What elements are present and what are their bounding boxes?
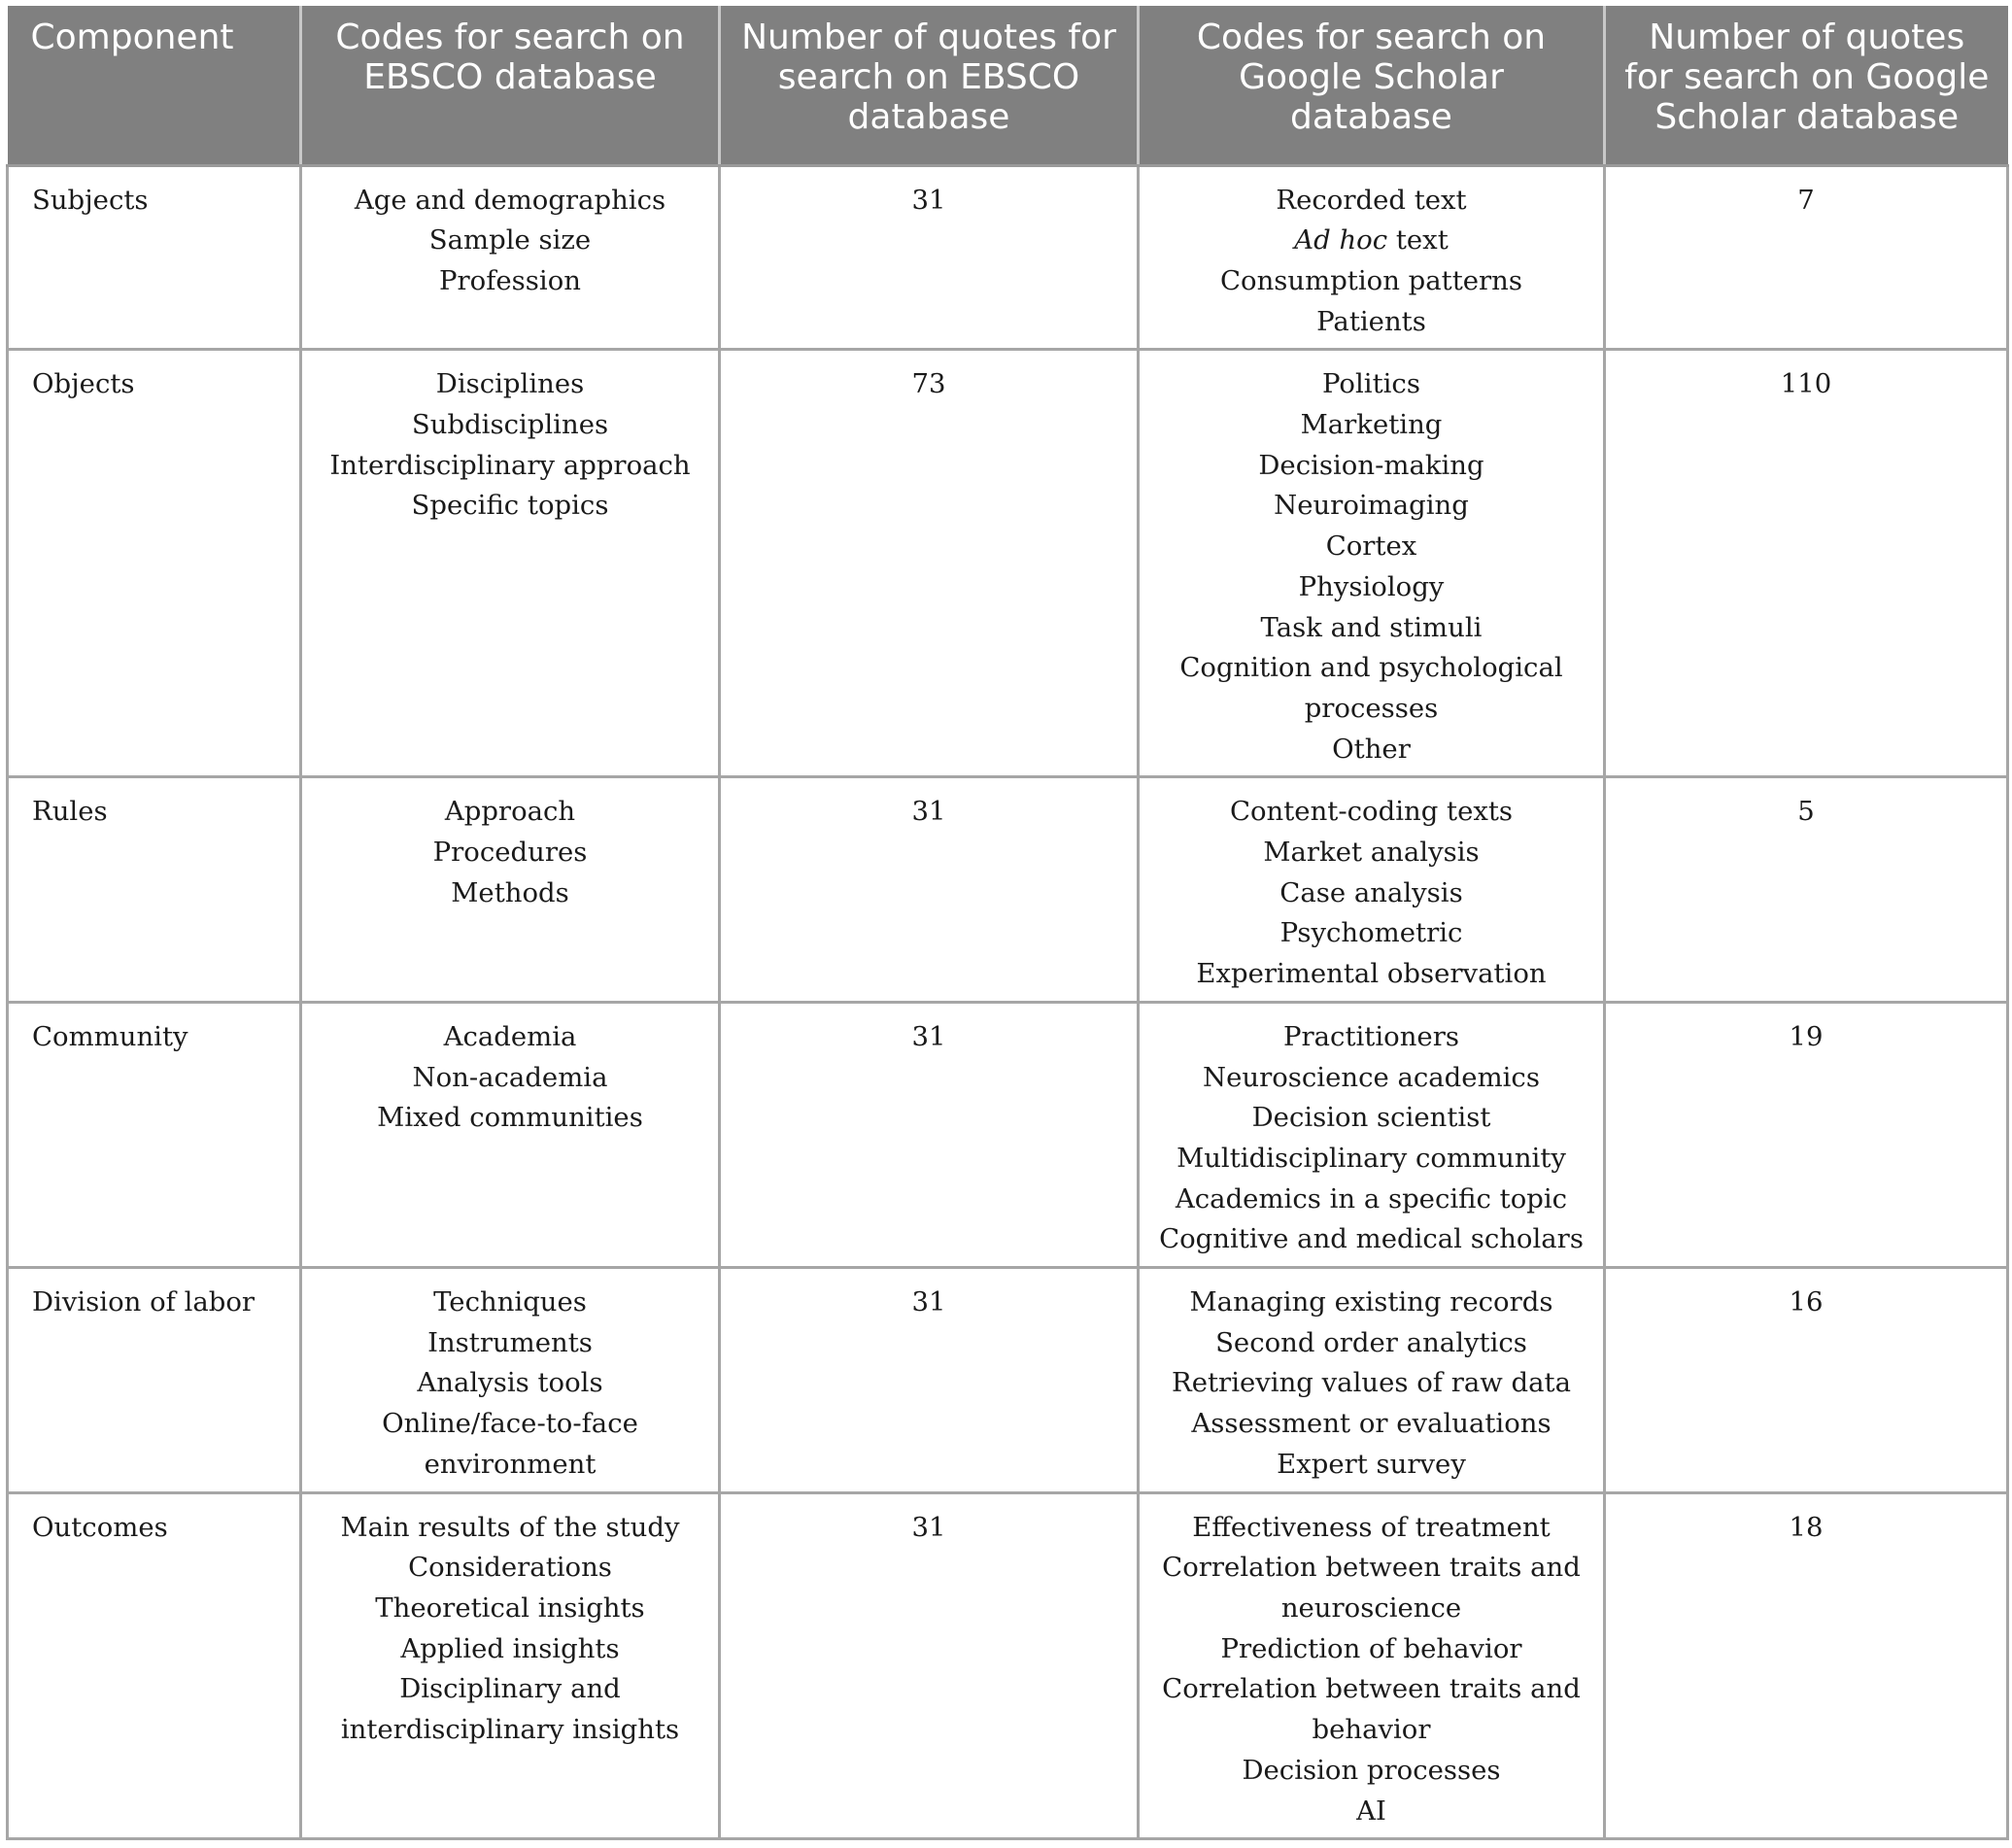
table-row <box>8 165 2008 350</box>
code-line: Politics <box>1322 368 1420 400</box>
component-cell: Objects <box>8 350 301 777</box>
code-line-part: text <box>1395 224 1449 257</box>
code-line: Cognition and psychological <box>1179 652 1563 684</box>
code-line: Psychometric <box>1279 917 1463 949</box>
code-line: Expert survey <box>1277 1448 1466 1480</box>
code-line: Interdisciplinary approach <box>329 449 691 481</box>
code-line: Procedures <box>432 837 588 869</box>
code-line: Experimental observation <box>1196 958 1547 990</box>
code-line: Assessment or evaluations <box>1191 1408 1552 1440</box>
gs-codes-cell <box>1139 777 1605 1003</box>
table-header <box>8 6 2008 165</box>
code-line: Patients <box>1316 305 1426 337</box>
gs-codes-cell <box>1139 350 1605 777</box>
table-body <box>8 165 2008 1839</box>
code-line: Prediction of behavior <box>1220 1632 1522 1664</box>
header-ebsco-quotes: Number of quotes for search on EBSCO database <box>720 6 1139 165</box>
gs-codes-cell <box>1139 1492 1605 1839</box>
ebsco-codes-cell <box>301 777 720 1003</box>
code-line: Specific topics <box>411 490 609 522</box>
gs-codes-cell <box>1139 1268 1605 1493</box>
code-line: Cognitive and medical scholars <box>1159 1223 1584 1255</box>
ebsco-quotes-cell: 31 <box>720 1002 1139 1267</box>
code-line: Online/face-to-face <box>382 1408 638 1440</box>
code-line: environment <box>424 1448 597 1480</box>
gs-codes-cell <box>1139 1002 1605 1267</box>
code-line: Decision-making <box>1258 449 1484 481</box>
code-line: Second order analytics <box>1215 1326 1527 1358</box>
header-gs-quotes: Number of quotes for search on Google Scholar database <box>1605 6 2008 165</box>
code-line: processes <box>1304 692 1439 724</box>
header-gs-codes: Codes for search on Google Scholar database <box>1139 6 1605 165</box>
code-line: Considerations <box>408 1552 612 1584</box>
code-line <box>1149 221 1593 261</box>
gs-quotes-cell: 5 <box>1605 777 2008 1003</box>
ebsco-codes-cell <box>301 1268 720 1493</box>
header-row <box>8 6 2008 165</box>
code-line: Effectiveness of treatment <box>1192 1511 1551 1543</box>
component-cell: Division of labor <box>8 1268 301 1493</box>
code-line: AI <box>1356 1795 1386 1827</box>
ebsco-quotes-cell: 73 <box>720 350 1139 777</box>
code-line: Main results of the study <box>340 1511 680 1543</box>
gs-quotes-cell: 16 <box>1605 1268 2008 1493</box>
code-line: Methods <box>451 876 569 908</box>
gs-codes-cell <box>1139 165 1605 350</box>
code-line: Theoretical insights <box>375 1592 645 1624</box>
component-cell: Community <box>8 1002 301 1267</box>
codes-table <box>6 6 2009 1840</box>
code-line: Neuroimaging <box>1274 490 1469 522</box>
code-line: Instruments <box>427 1326 593 1358</box>
table-container <box>6 6 2009 1840</box>
code-line: interdisciplinary insights <box>340 1714 680 1746</box>
ebsco-codes-cell <box>301 1002 720 1267</box>
code-line: Approach <box>444 796 576 828</box>
code-line: Case analysis <box>1279 876 1463 908</box>
header-component: Component <box>8 6 301 165</box>
code-line: Neuroscience academics <box>1203 1061 1540 1093</box>
code-line: Recorded text <box>1276 184 1467 216</box>
code-line: Market analysis <box>1263 837 1480 869</box>
code-line: Subdisciplines <box>411 409 609 441</box>
code-line: Task and stimuli <box>1260 611 1483 643</box>
table-row <box>8 1492 2008 1839</box>
code-line: Physiology <box>1298 570 1445 602</box>
ebsco-quotes-cell: 31 <box>720 1268 1139 1493</box>
code-line: Consumption patterns <box>1219 264 1522 296</box>
code-line: Disciplinary and <box>399 1673 621 1705</box>
ebsco-quotes-cell: 31 <box>720 777 1139 1003</box>
code-line: Academia <box>443 1020 577 1052</box>
gs-quotes-cell: 19 <box>1605 1002 2008 1267</box>
table-row <box>8 777 2008 1003</box>
ebsco-codes-cell <box>301 350 720 777</box>
code-line: Decision processes <box>1242 1754 1501 1786</box>
code-line: Content-coding texts <box>1229 796 1514 828</box>
code-line: Mixed communities <box>377 1102 643 1134</box>
code-line: neuroscience <box>1280 1592 1462 1624</box>
code-line: Analysis tools <box>417 1367 603 1399</box>
code-line: Academics in a specific topic <box>1175 1182 1568 1215</box>
table-row <box>8 350 2008 777</box>
code-line: Other <box>1332 733 1411 765</box>
code-line: Retrieving values of raw data <box>1172 1367 1571 1399</box>
code-line: Profession <box>439 264 581 296</box>
gs-quotes-cell: 110 <box>1605 350 2008 777</box>
code-line: Sample size <box>428 224 592 257</box>
code-line: Marketing <box>1300 409 1443 441</box>
code-line: behavior <box>1312 1714 1431 1746</box>
component-cell: Rules <box>8 777 301 1003</box>
ebsco-quotes-cell: 31 <box>720 165 1139 350</box>
code-line: Practitioners <box>1283 1020 1459 1052</box>
component-cell: Outcomes <box>8 1492 301 1839</box>
code-line: Non-academia <box>412 1061 608 1093</box>
code-line: Applied insights <box>400 1632 620 1664</box>
code-line: Age and demographics <box>354 184 666 216</box>
code-line: Disciplines <box>435 368 585 400</box>
table-row <box>8 1002 2008 1267</box>
ebsco-codes-cell <box>301 1492 720 1839</box>
code-line: Managing existing records <box>1189 1286 1553 1318</box>
ebsco-codes-cell <box>301 165 720 350</box>
gs-quotes-cell: 7 <box>1605 165 2008 350</box>
code-line: Decision scientist <box>1251 1102 1491 1134</box>
gs-quotes-cell: 18 <box>1605 1492 2008 1839</box>
code-line: Cortex <box>1325 530 1417 563</box>
header-ebsco-codes: Codes for search on EBSCO database <box>301 6 720 165</box>
code-line: Correlation between traits and <box>1162 1552 1581 1584</box>
code-line: Multidisciplinary community <box>1177 1142 1566 1174</box>
code-line: Techniques <box>433 1286 587 1318</box>
component-cell: Subjects <box>8 165 301 350</box>
code-line: Correlation between traits and <box>1162 1673 1581 1705</box>
code-line-italic-part: Ad hoc <box>1294 224 1388 257</box>
ebsco-quotes-cell: 31 <box>720 1492 1139 1839</box>
table-row <box>8 1268 2008 1493</box>
